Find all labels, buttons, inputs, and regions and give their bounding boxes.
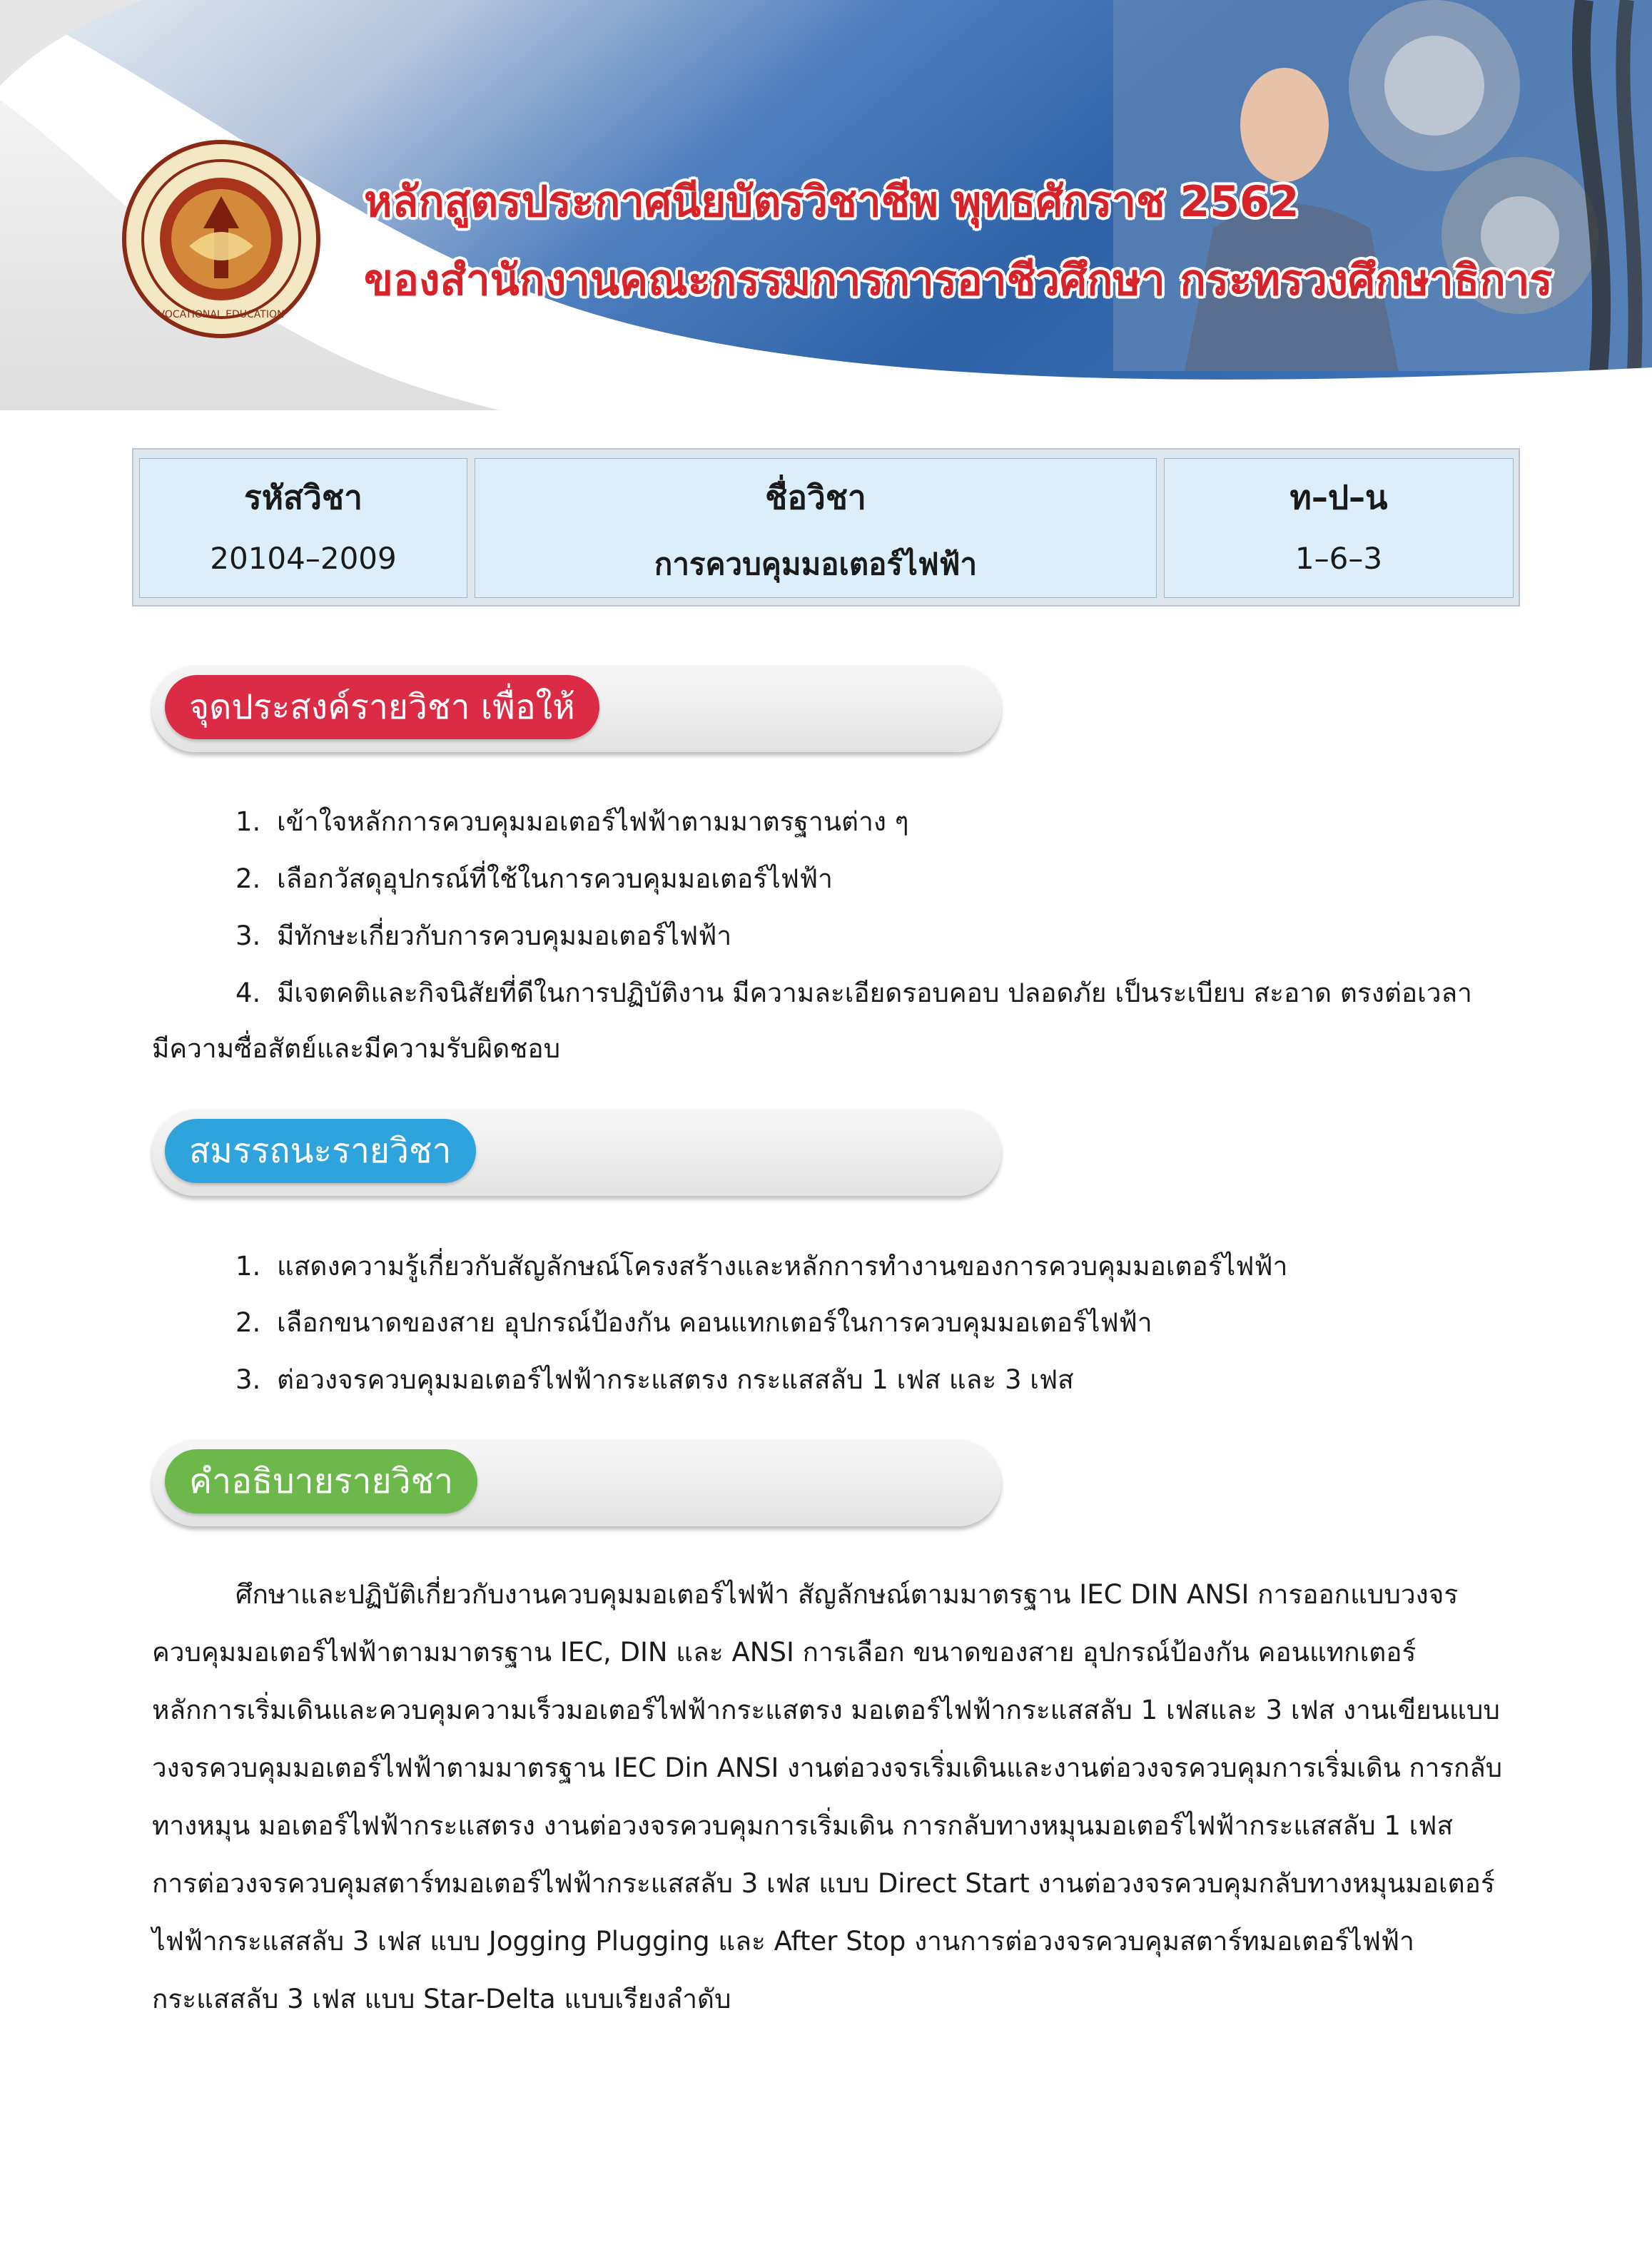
banner-title-line-1: หลักสูตรประกาศนียบัตรวิชาชีพ พุทธศักราช 2562 — [364, 177, 1299, 227]
objective-item-continuation: มีความซื่อสัตย์และมีความรับผิดชอบ — [152, 1033, 561, 1064]
competencies-heading: สมรรถนะรายวิชา — [165, 1119, 476, 1183]
svg-text:VOCATIONAL EDUCATION: VOCATIONAL EDUCATION — [158, 309, 285, 320]
objective-item: 2. เลือกวัสดุอุปกรณ์ที่ใช้ในการควบคุมมอเตอร์ไฟฟ้า — [235, 863, 833, 894]
objectives-section-bar — [152, 665, 1001, 752]
description-line: ไฟฟ้ากระแสสลับ 3 เฟส แบบ Jogging Plugging และ After Stop งานการต่อวงจรควบคุมสตาร์ทมอเตอร์ไฟฟ้า — [152, 1926, 1414, 1957]
course-name-cell — [475, 458, 1157, 598]
description-line: ทางหมุน มอเตอร์ไฟฟ้ากระแสตรง งานต่อวงจรควบคุมการเริ่มเดิน การกลับทางหมุนมอเตอร์ไฟฟ้ากระแสสลับ 1 เฟส — [152, 1810, 1454, 1841]
course-credit-cell — [1164, 458, 1514, 598]
description-line: หลักการเริ่มเดินและควบคุมความเร็วมอเตอร์ไฟฟ้ากระแสตรง มอเตอร์ไฟฟ้ากระแสสลับ 1 เฟสและ 3 เฟส งานเขียนแบบ — [152, 1695, 1500, 1725]
course-credit-label: ท–ป–น — [1289, 478, 1388, 517]
description-line: ควบคุมมอเตอร์ไฟฟ้าตามมาตรฐาน IEC, DIN และ ANSI การเลือก ขนาดของสาย อุปกรณ์ป้องกัน คอนแทกเตอร์ — [152, 1637, 1417, 1668]
banner-title-line-2: ของสำนักงานคณะกรรมการการอาชีวศึกษา กระทรวงศึกษาธิการ — [364, 255, 1553, 305]
description-line: การต่อวงจรควบคุมสตาร์ทมอเตอร์ไฟฟ้ากระแสสลับ 3 เฟส แบบ Direct Start งานต่อวงจรควบคุมกลับทางหมุนมอเตอร์ — [152, 1868, 1495, 1899]
course-info-table — [132, 448, 1520, 607]
course-code-cell — [139, 458, 467, 598]
description-line: กระแสสลับ 3 เฟส แบบ Star-Delta แบบเรียงลำดับ — [152, 1984, 731, 2014]
vocational-commission-seal — [121, 139, 321, 339]
description-heading: คำอธิบายรายวิชา — [165, 1449, 477, 1513]
objective-item: 3. มีทักษะเกี่ยวกับการควบคุมมอเตอร์ไฟฟ้า — [235, 920, 732, 951]
header-banner — [0, 0, 1652, 410]
objectives-heading: จุดประสงค์รายวิชา เพื่อให้ — [165, 675, 599, 739]
competency-item: 1. แสดงความรู้เกี่ยวกับสัญลักษณ์โครงสร้างและหลักการทำงานของการควบคุมมอเตอร์ไฟฟ้า — [235, 1251, 1288, 1282]
competency-item: 2. เลือกขนาดของสาย อุปกรณ์ป้องกัน คอนแทกเตอร์ในการควบคุมมอเตอร์ไฟฟ้า — [235, 1307, 1152, 1338]
course-code-value: 20104–2009 — [210, 541, 397, 576]
description-section-bar — [152, 1439, 1001, 1526]
description-line: ศึกษาและปฏิบัติเกี่ยวกับงานควบคุมมอเตอร์ไฟฟ้า สัญลักษณ์ตามมาตรฐาน IEC DIN ANSI การออกแบบวงจร — [235, 1579, 1459, 1610]
course-name-value: การควบคุมมอเตอร์ไฟฟ้า — [654, 547, 978, 582]
course-credit-value: 1–6–3 — [1294, 541, 1383, 576]
competencies-section-bar — [152, 1109, 1001, 1196]
description-line: วงจรควบคุมมอเตอร์ไฟฟ้าตามมาตรฐาน IEC Din ANSI งานต่อวงจรเริ่มเดินและงานต่อวงจรควบคุมการเริ่มเดิน การกลับ — [152, 1752, 1503, 1783]
objective-item: 1. เข้าใจหลักการควบคุมมอเตอร์ไฟฟ้าตามมาตรฐานต่าง ๆ — [235, 806, 909, 837]
course-code-label: รหัสวิชา — [244, 478, 363, 517]
objective-item: 4. มีเจตคติและกิจนิสัยที่ดีในการปฏิบัติงาน มีความละเอียดรอบคอบ ปลอดภัย เป็นระเบียบ สะอาด ตรงต่อเวลา — [235, 978, 1472, 1008]
competency-item: 3. ต่อวงจรควบคุมมอเตอร์ไฟฟ้ากระแสตรง กระแสสลับ 1 เฟส และ 3 เฟส — [235, 1364, 1074, 1395]
course-name-label: ชื่อวิชา — [765, 478, 866, 517]
